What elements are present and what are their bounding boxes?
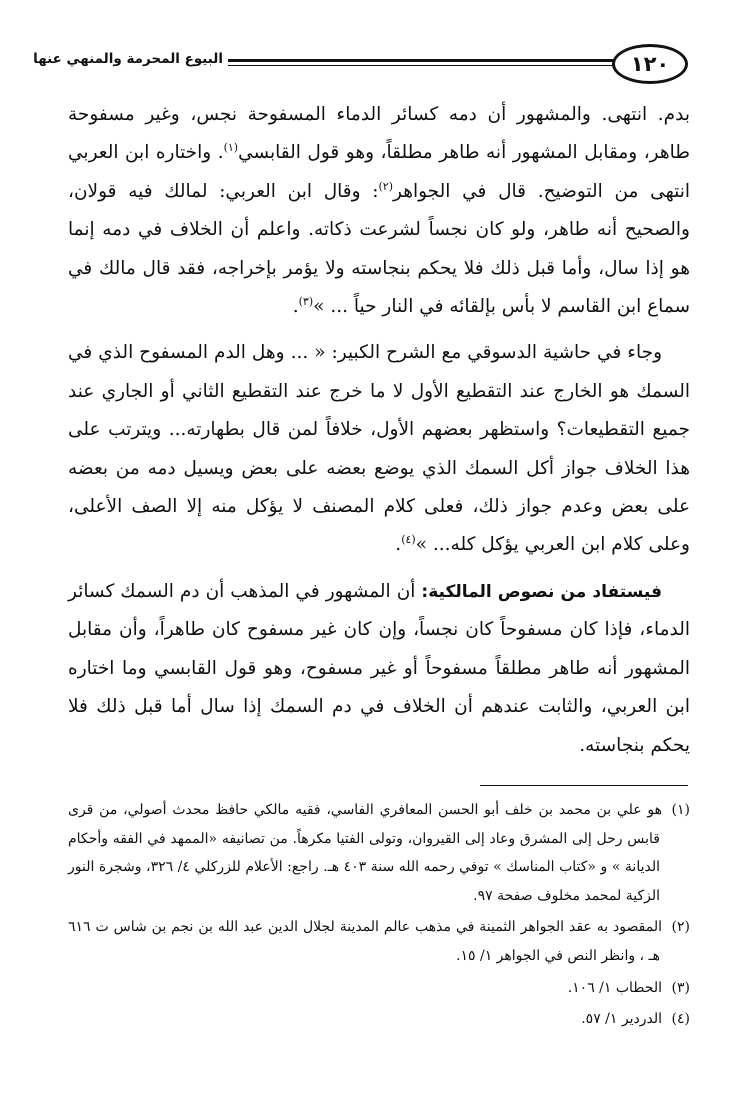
footnote-3 xyxy=(68,974,690,1003)
paragraph-1-text-d: . xyxy=(292,296,299,318)
footnotes xyxy=(68,796,690,1037)
footnote-4 xyxy=(68,1005,690,1034)
footnote-text: الدردير ١/ ٥٧. xyxy=(581,1011,662,1028)
paragraph-1-text-b: . واختاره ابن العربي انتهى من التوضيح. قال في الجواهر xyxy=(68,142,690,202)
footnote-ref-3[interactable]: (٣) xyxy=(298,294,314,308)
footnote-number: (١) xyxy=(671,802,690,818)
footnote-ref-4[interactable]: (٤) xyxy=(401,533,416,547)
footnote-number: (٢) xyxy=(671,919,690,936)
footnote-separator xyxy=(480,785,688,786)
paragraph-3-text: أن المشهور في المذهب أن دم السمك كسائر الدماء، فإذا كان مسفوحاً كان نجساً، وإن كان غير مسفوح كان طاهراً، وأن مقابل المشهور أنه طاهر مطلقاً مسفوحاً أو غير مسفوح، وهو قول القابسي وما اختاره ابن العربي، والثابت عندهم أن الخلاف في دم السمك إذا سال أما قبل ذلك فلا يحكم بنجاسته. xyxy=(68,580,690,756)
header-rule-thin xyxy=(228,65,615,66)
page-number: ١٢٠ xyxy=(612,44,688,84)
footnote-text: الحطاب ١/ ١٠٦. xyxy=(567,979,662,996)
footnote-number: (٣) xyxy=(671,979,690,996)
footnote-2 xyxy=(68,913,690,970)
paragraph-1-text-c: : وقال ابن العربي: لمالك فيه قولان، والصحيح أنه طاهر، ولو كان نجساً لشرعت ذكاته. واعلم أن الخلاف في دمه إنما هو إذا سال، وأما قبل ذلك فلا يحكم بنجاسته ولا يؤمر بإخراجه، فقد قال مالك في سماع ابن القاسم لا بأس بإلقائه في النار حياً ... » xyxy=(68,180,690,318)
paragraph-1 xyxy=(68,96,690,326)
footnote-number: (٤) xyxy=(671,1011,690,1028)
main-text xyxy=(68,96,690,773)
footnote-ref-1[interactable]: (١) xyxy=(223,141,239,155)
footnote-text: المقصود به عقد الجواهر الثمينة في مذهب عالم المدينة لجلال الدين عبد الله بن نجم بن شاس ت ٦١٦ هـ ، وانظر النص في الجواهر ١/ ١٥. xyxy=(68,919,662,964)
paragraph-3 xyxy=(68,573,690,765)
footnote-text: هو علي بن محمد بن خلف أبو الحسن المعافري الفاسي، فقيه مالكي حافظ محدث أصولي، من قرى قابس رحل إلى المشرق وعاد إلى القيروان، وتولى الفتيا مكرهاً. من تصانيفه «الممهد في الفقه وأحكام الديانة » و «كتاب المناسك » توفي رحمه الله سنة ٤٠٣ هـ. راجع: الأعلام للزركلي ٤/ ٣٢٦، وشجرة النور الزكية لمحمد مخلوف صفحة ٩٧. xyxy=(68,802,662,904)
running-title: البيوع المحرمة والمنهي عنها xyxy=(33,51,223,67)
paragraph-2-text-b: . xyxy=(395,534,402,556)
page-header xyxy=(33,44,688,92)
paragraph-2-text-a: وجاء في حاشية الدسوقي مع الشرح الكبير: « ... وهل الدم المسفوح الذي في السمك هو الخارج عند التقطيع الأول لا ما خرج عند التقطيع الثاني أو الجاري عند جميع التقطيعات؟ واستظهر بعضهم الأول، خلافاً لمن قال بطهارته... ويترتب على هذا الخلاف جواز أكل السمك الذي يوضع بعضه على بعض ويسيل دمه من بعضه على بعض وعدم جواز ذلك، فعلى كلام المصنف لا يؤكل منه إلا الصف الأعلى، وعلى كلام ابن العربي يؤكل كله... » xyxy=(68,342,690,556)
paragraph-3-lead: فيستفاد من نصوص المالكية: xyxy=(421,581,662,602)
header-rule-thick xyxy=(228,59,615,62)
paragraph-2 xyxy=(68,334,690,564)
footnote-ref-2[interactable]: (٢) xyxy=(378,179,394,193)
paragraph-1-text-a: بدم. انتهى. والمشهور أن دمه كسائر الدماء المسفوحة نجس، وغير مسفوحة طاهر، ومقابل المشهور أنه طاهر مطلقاً، وهو قول القابسي xyxy=(68,104,690,164)
footnote-1 xyxy=(68,796,690,910)
